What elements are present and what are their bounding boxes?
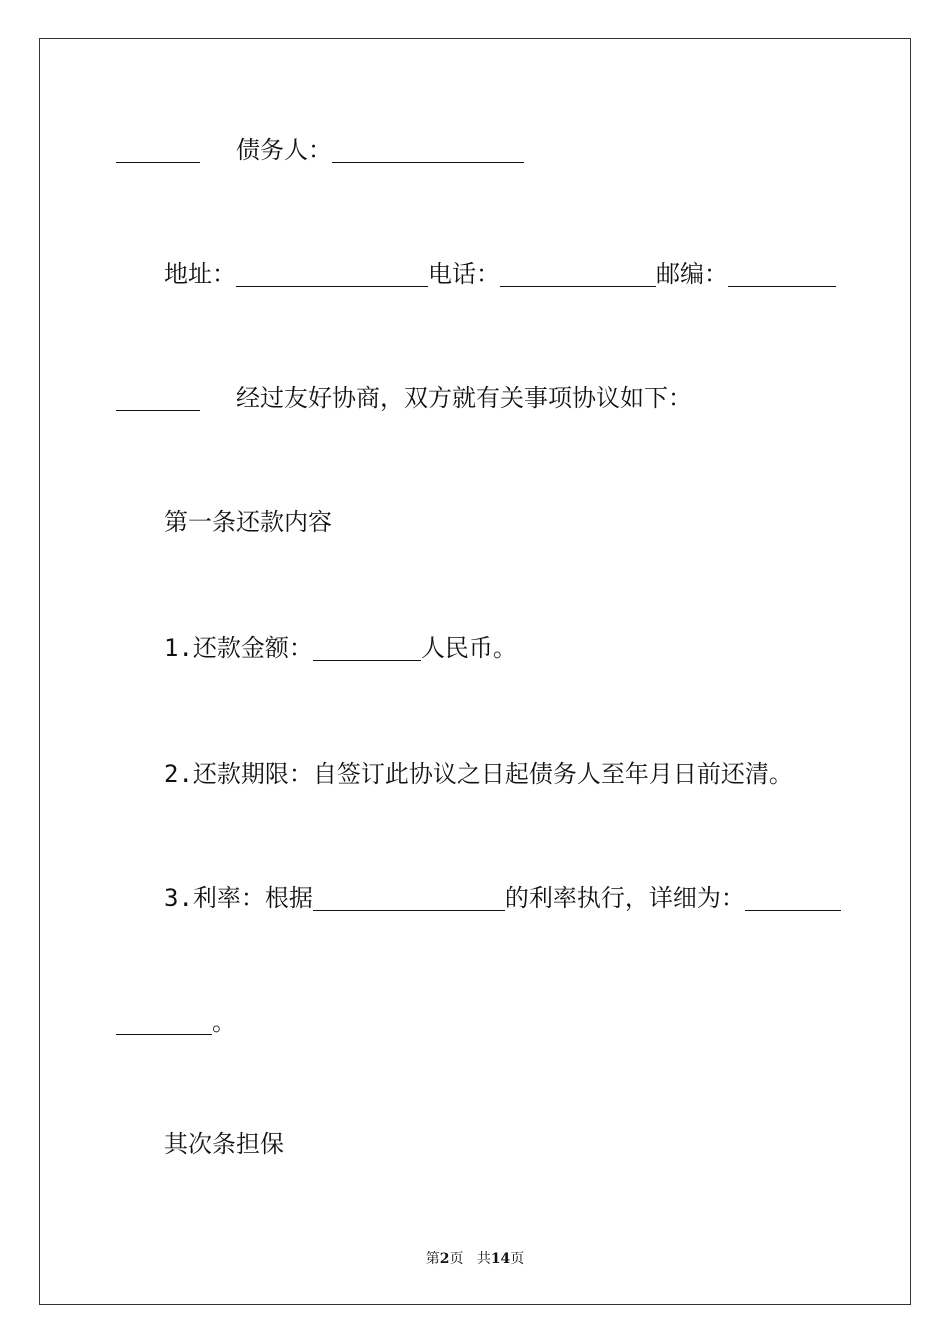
total-prefix: 共	[476, 1251, 491, 1267]
item3-continuation-line	[116, 1006, 236, 1038]
rate-detail-field[interactable]	[745, 884, 841, 911]
item3-prefix: 3.利率：根据	[164, 884, 313, 912]
debtor-label: 债务人：	[236, 136, 332, 164]
phone-field[interactable]	[500, 260, 656, 287]
item1-suffix: 人民币。	[420, 634, 517, 662]
rate-basis-field[interactable]	[313, 884, 505, 911]
address-label: 地址：	[164, 260, 236, 288]
postcode-field[interactable]	[728, 260, 836, 287]
article1-title: 第一条还款内容	[164, 508, 332, 536]
amount-field[interactable]	[313, 634, 421, 661]
page-number: 2	[439, 1251, 450, 1267]
article2-title: 其次条担保	[164, 1130, 284, 1158]
page-prefix: 第	[425, 1251, 440, 1267]
rate-detail-continuation-field[interactable]	[116, 1008, 212, 1035]
blank-field[interactable]	[116, 136, 200, 163]
address-field[interactable]	[236, 260, 428, 287]
item1-prefix: 1.还款金额：	[164, 634, 313, 662]
agreement-intro-line	[116, 382, 692, 414]
item1-line	[164, 632, 517, 664]
total-suffix: 页	[510, 1251, 525, 1267]
item2-line: 2.还款期限：自签订此协议之日起债务人至年月日前还清。	[164, 760, 793, 788]
item3-end: 。	[212, 1008, 236, 1036]
total-pages: 14	[490, 1251, 511, 1267]
agreement-intro: 经过友好协商，双方就有关事项协议如下：	[236, 384, 692, 412]
debtor-name-field[interactable]	[332, 136, 524, 163]
page-footer	[0, 1248, 950, 1268]
page-frame	[39, 38, 911, 1305]
page-suffix: 页	[449, 1251, 464, 1267]
blank-field[interactable]	[116, 384, 200, 411]
item3-line	[164, 882, 841, 914]
address-line	[164, 258, 836, 290]
phone-label: 电话：	[428, 260, 500, 288]
item3-mid: 的利率执行，详细为：	[504, 884, 745, 912]
postcode-label: 邮编：	[656, 260, 728, 288]
debtor-line	[116, 134, 524, 166]
